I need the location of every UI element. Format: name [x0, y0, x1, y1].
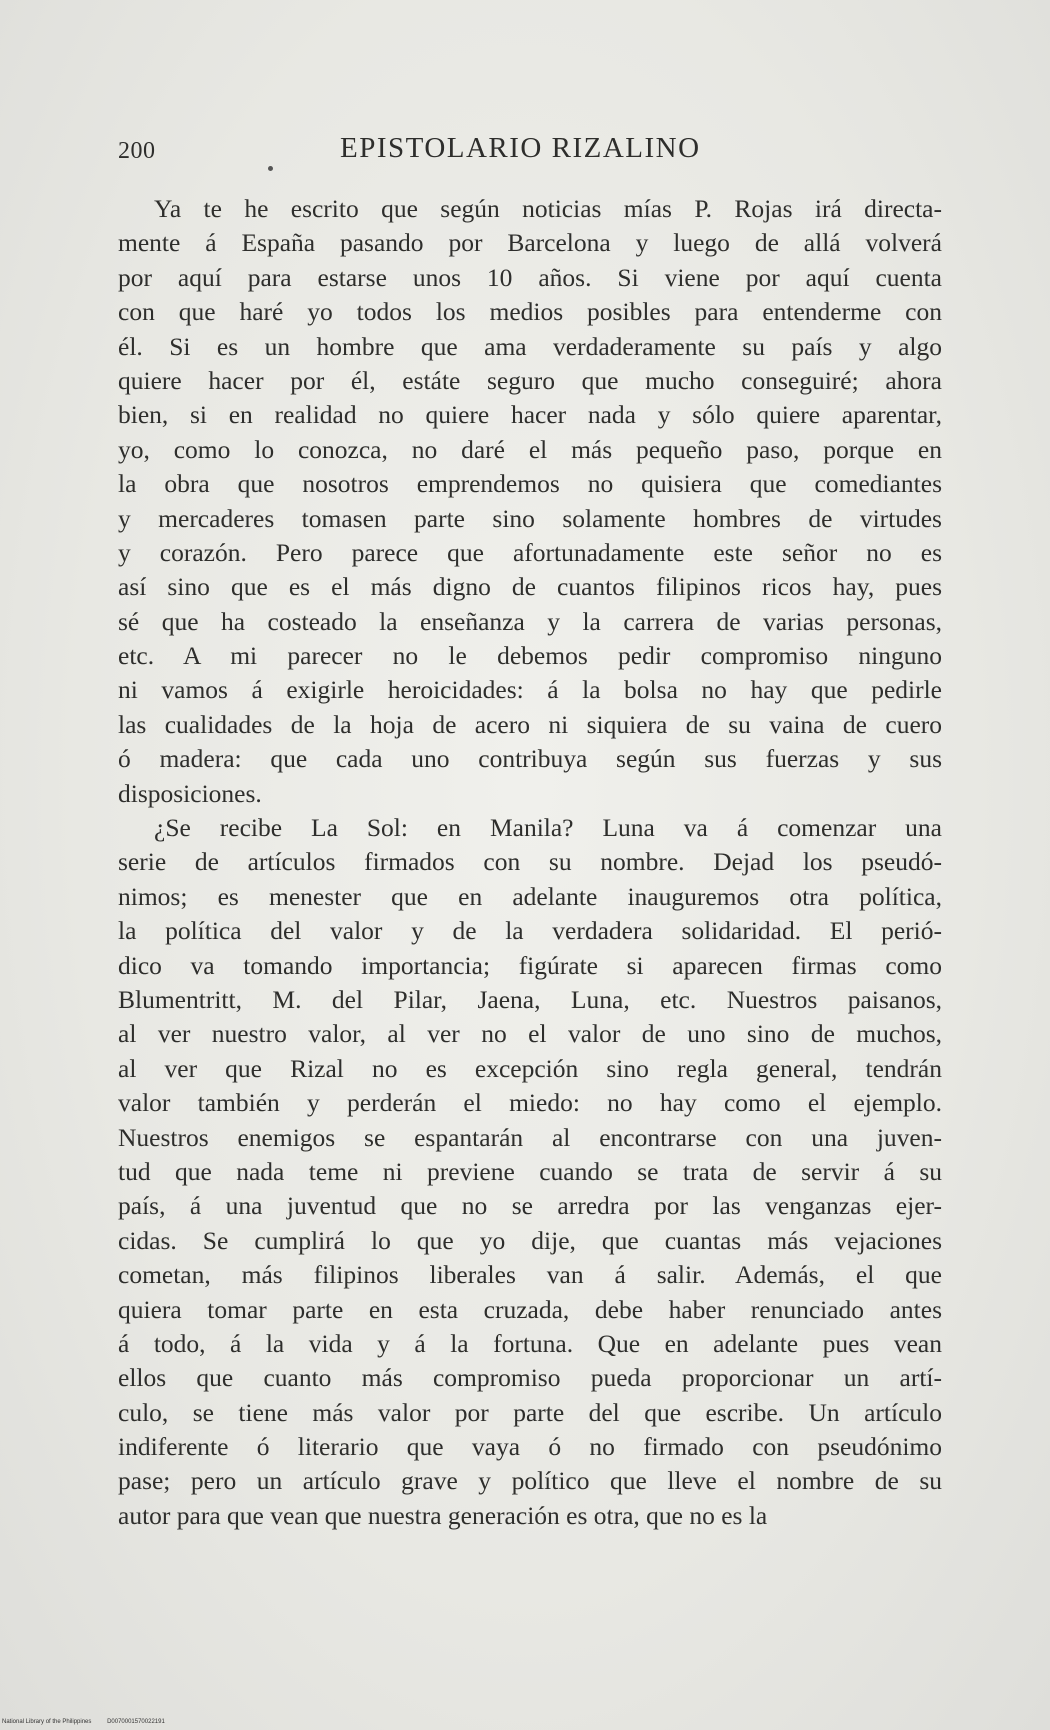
- letter-body: [118, 192, 942, 1533]
- ink-speck: [268, 166, 273, 171]
- text-line: él. Si es un hombre que ama verdaderamente su país y algo: [118, 331, 942, 361]
- text-line: serie de artículos firmados con su nombre. Dejad los pseudó-: [118, 847, 942, 877]
- text-line: así sino que es el más digno de cuantos filipinos ricos hay, pues: [118, 572, 942, 602]
- text-line: á todo, á la vida y á la fortuna. Que en adelante pues vean: [118, 1328, 942, 1358]
- text-line: al ver que Rizal no es excepción sino regla general, tendrán: [118, 1053, 942, 1083]
- text-line: al ver nuestro valor, al ver no el valor de uno sino de muchos,: [118, 1019, 942, 1049]
- text-line: disposiciones.: [118, 778, 262, 808]
- text-line: ni vamos á exigirle heroicidades: á la bolsa no hay que pedirle: [118, 675, 942, 705]
- footer-library: National Library of the Philippines: [2, 1719, 92, 1725]
- text-line: cometan, más filipinos liberales van á salir. Además, el que: [118, 1260, 942, 1290]
- footer-identifier: D0070001570022191: [107, 1719, 165, 1725]
- text-line: ¿Se recibe La Sol: en Manila? Luna va á comenzar una: [154, 813, 942, 843]
- text-line: nimos; es menester que en adelante inauguremos otra política,: [118, 881, 942, 911]
- text-line: autor para que vean que nuestra generación es otra, que no es la: [118, 1500, 768, 1530]
- text-line: y corazón. Pero parece que afortunadamente este señor no es: [118, 537, 942, 567]
- text-line: y mercaderes tomasen parte sino solamente hombres de virtudes: [118, 503, 942, 533]
- text-line: Blumentritt, M. del Pilar, Jaena, Luna, etc. Nuestros paisanos,: [118, 984, 942, 1014]
- paragraph: [118, 192, 942, 811]
- text-line: cidas. Se cumplirá lo que yo dije, que cuantas más vejaciones: [118, 1225, 942, 1255]
- text-line: la obra que nosotros emprendemos no quisiera que comediantes: [118, 469, 942, 499]
- text-line: Nuestros enemigos se espantarán al encontrarse con una juven-: [118, 1122, 942, 1152]
- text-line: quiera tomar parte en esta cruzada, debe haber renunciado antes: [118, 1294, 942, 1324]
- text-line: pase; pero un artículo grave y político que lleve el nombre de su: [118, 1466, 942, 1496]
- text-line: bien, si en realidad no quiere hacer nada y sólo quiere aparentar,: [118, 400, 942, 430]
- text-line: yo, como lo conozca, no daré el más pequeño paso, porque en: [118, 434, 942, 464]
- text-line: ellos que cuanto más compromiso pueda proporcionar un artí-: [118, 1363, 942, 1393]
- text-line: con que haré yo todos los medios posibles para entenderme con: [118, 297, 942, 327]
- text-line: tud que nada teme ni previene cuando se trata de servir á su: [118, 1156, 942, 1186]
- text-line: las cualidades de la hoja de acero ni siquiera de su vaina de cuero: [118, 709, 942, 739]
- text-line: quiere hacer por él, estáte seguro que mucho conseguiré; ahora: [118, 365, 942, 395]
- text-line: mente á España pasando por Barcelona y luego de allá volverá: [118, 228, 942, 258]
- page-header: [118, 132, 948, 172]
- text-line: Ya te he escrito que según noticias mías P. Rojas irá directa-: [154, 194, 942, 223]
- text-line: ó madera: que cada uno contribuya según sus fuerzas y sus: [118, 744, 942, 774]
- paragraph: [118, 811, 942, 1533]
- text-line: valor también y perderán el miedo: no hay como el ejemplo.: [118, 1088, 942, 1118]
- text-line: etc. A mi parecer no le debemos pedir compromiso ninguno: [118, 641, 942, 671]
- text-line: por aquí para estarse unos 10 años. Si viene por aquí cuenta: [118, 262, 942, 292]
- text-line: culo, se tiene más valor por parte del que escribe. Un artículo: [118, 1397, 942, 1427]
- text-line: país, á una juventud que no se arredra por las venganzas ejer-: [118, 1191, 942, 1221]
- text-line: indiferente ó literario que vaya ó no firmado con pseudónimo: [118, 1432, 942, 1462]
- text-line: la política del valor y de la verdadera solidaridad. El perió-: [118, 916, 942, 946]
- text-line: dico va tomando importancia; figúrate si aparecen firmas como: [118, 950, 942, 980]
- running-title: EPISTOLARIO RIZALINO: [340, 132, 701, 164]
- page-number: 200: [118, 138, 156, 164]
- text-line: sé que ha costeado la enseñanza y la carrera de varias personas,: [118, 606, 942, 636]
- scan-footer: [2, 1719, 179, 1725]
